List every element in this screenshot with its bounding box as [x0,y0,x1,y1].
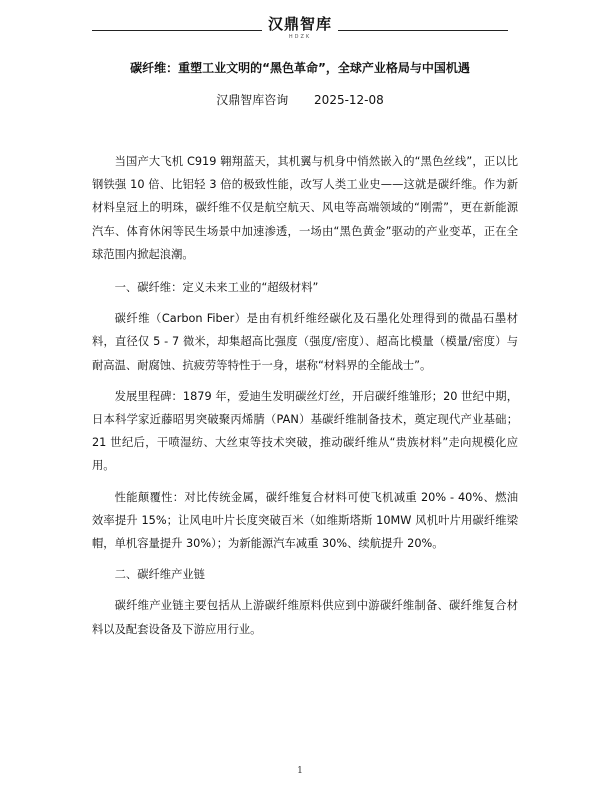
logo-subtext: HDZK [288,34,312,40]
paragraph-performance: 性能颠覆性：对比传统金属，碳纤维复合材料可使飞机减重 20% - 40%、燃油效率提升 15%；让风电叶片长度突破百米（如维斯塔斯 10MW 风机叶片用碳纤维梁帽，单机容量提升 30%）；为新能源汽车减重 30%、续航提升 20%。 [92,490,518,551]
paragraph-industry-chain: 碳纤维产业链主要包括从上游碳纤维原料供应到中游碳纤维制备、碳纤维复合材料以及配套设备及下游应用行业。 [92,599,518,636]
document-title: 碳纤维：重塑工业文明的“黑色革命”，全球产业格局与中国机遇 [130,61,470,75]
document-body [92,150,518,649]
publish-date: 2025-12-08 [314,93,384,107]
paragraph-definition: 碳纤维（Carbon Fiber）是由有机纤维经碳化及石墨化处理得到的微晶石墨材料，直径仅 5 - 7 微米，却集超高比强度（强度/密度）、超高比模量（模量/密度）与耐高温、耐腐蚀、抗疲劳等特性于一身，堪称“材料界的全能战士”。 [92,312,518,372]
byline [60,92,540,108]
page-number: 1 [297,766,303,776]
header-rule-left [92,30,262,31]
section-heading-1: 一、碳纤维：定义未来工业的“超级材料” [114,281,319,295]
page-header [92,14,508,44]
brand-logo [268,14,332,41]
paragraph-milestones: 发展里程碑：1879 年，爱迪生发明碳丝灯丝，开启碳纤维雏形；20 世纪中期，日本科学家近藤昭男突破聚丙烯腈（PAN）基碳纤维制备技术，奠定现代产业基础；21 世纪后，干喷湿纺、大丝束等技术突破，推动碳纤维从“贵族材料”走向规模化应用。 [92,389,518,473]
header-rule-right [338,30,508,31]
section-heading-2: 二、碳纤维产业链 [114,568,205,582]
logo-text: 汉鼎智库 [268,15,333,33]
paragraph-intro: 当国产大飞机 C919 翱翔蓝天，其机翼与机身中悄然嵌入的“黑色丝线”，正以比钢铁强 10 倍、比铝轻 3 倍的极致性能，改写人类工业史——这就是碳纤维。作为新材料皇冠上的明珠，碳纤维不仅是航空航天、风电等高端领域的“刚需”，更在新能源汽车、体育休闲等民生场景中加速渗透，一场由“黑色黄金”驱动的产业变革，正在全球范围内掀起浪潮。 [92,155,518,261]
author: 汉鼎智库咨询 [216,93,289,107]
